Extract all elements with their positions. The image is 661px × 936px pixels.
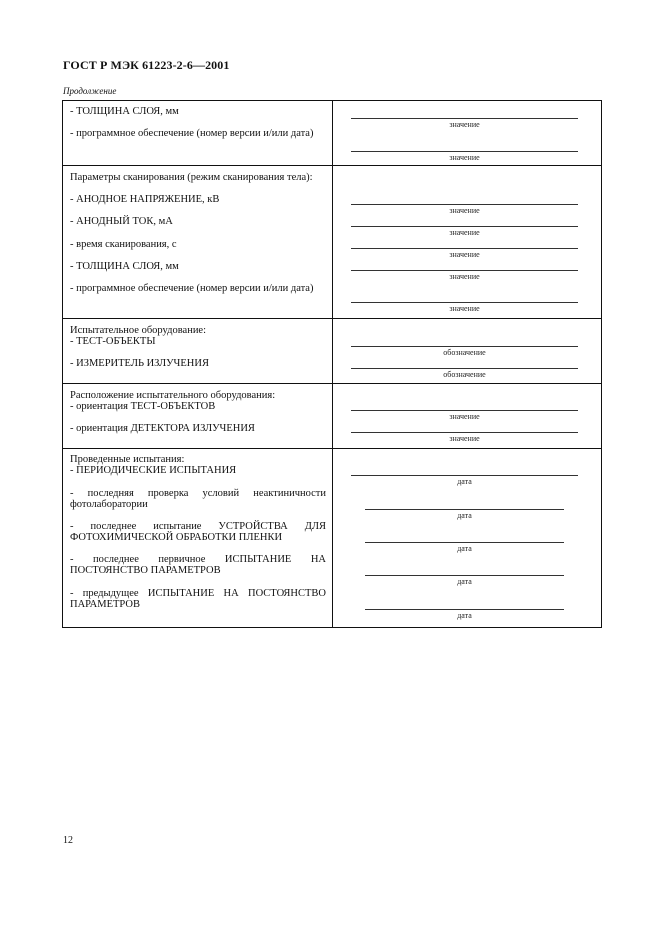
date-field-caption: дата xyxy=(457,544,472,553)
date-field-line[interactable] xyxy=(365,575,564,576)
row-item: - программное обеспечение (номер версии и/или дата) xyxy=(70,128,314,139)
value-field-caption: значение xyxy=(449,206,480,215)
value-field-line[interactable] xyxy=(351,270,578,271)
value-field-caption: обозначение xyxy=(443,348,486,357)
row-item: Проведенные испытания: xyxy=(70,454,185,465)
value-field-line[interactable] xyxy=(351,302,578,303)
row-divider xyxy=(63,165,601,166)
value-field-line[interactable] xyxy=(351,226,578,227)
date-field-caption: дата xyxy=(457,611,472,620)
date-field-line[interactable] xyxy=(351,475,578,476)
value-field-line[interactable] xyxy=(351,410,578,411)
row-item: - время сканирования, с xyxy=(70,239,177,250)
row-item: - АНОДНОЕ НАПРЯЖЕНИЕ, кВ xyxy=(70,194,220,205)
value-field-caption: значение xyxy=(449,153,480,162)
date-field-line[interactable] xyxy=(365,509,564,510)
document-header: ГОСТ Р МЭК 61223-2-6—2001 xyxy=(63,58,230,72)
value-field-line[interactable] xyxy=(351,118,578,119)
value-field-line[interactable] xyxy=(351,151,578,152)
value-field-caption: значение xyxy=(449,412,480,421)
row-item: - программное обеспечение (номер версии и/или дата) xyxy=(70,283,314,294)
row-item: - предыдущее ИСПЫТАНИЕ НА ПОСТОЯНСТВО ПАРАМЕТРОВ xyxy=(70,588,326,610)
value-field-caption: значение xyxy=(449,250,480,259)
date-field-line[interactable] xyxy=(365,609,564,610)
date-field-caption: дата xyxy=(457,477,472,486)
row-item: - последнее первичное ИСПЫТАНИЕ НА ПОСТОЯНСТВО ПАРАМЕТРОВ xyxy=(70,554,326,576)
row-item: Параметры сканирования (режим сканирования тела): xyxy=(70,172,313,183)
continuation-label: Продолжение xyxy=(63,86,117,96)
date-field-caption: дата xyxy=(457,511,472,520)
row-divider xyxy=(63,383,601,384)
row-divider xyxy=(63,448,601,449)
row-item: - ориентация ТЕСТ-ОБЪЕКТОВ xyxy=(70,401,216,412)
row-item: - ПЕРИОДИЧЕСКИЕ ИСПЫТАНИЯ xyxy=(70,465,237,476)
value-field-caption: значение xyxy=(449,304,480,313)
value-field-line[interactable] xyxy=(351,346,578,347)
row-divider xyxy=(63,318,601,319)
value-field-caption: значение xyxy=(449,434,480,443)
value-field-caption: обозначение xyxy=(443,370,486,379)
row-item: - ИЗМЕРИТЕЛЬ ИЗЛУЧЕНИЯ xyxy=(70,358,209,369)
value-field-caption: значение xyxy=(449,228,480,237)
row-item: Расположение испытательного оборудования: xyxy=(70,390,276,401)
date-field-line[interactable] xyxy=(365,542,564,543)
row-item: - ТЕСТ-ОБЪЕКТЫ xyxy=(70,336,156,347)
date-field-caption: дата xyxy=(457,577,472,586)
value-field-line[interactable] xyxy=(351,432,578,433)
row-item: - ориентация ДЕТЕКТОРА ИЗЛУЧЕНИЯ xyxy=(70,423,255,434)
value-field-caption: значение xyxy=(449,272,480,281)
row-item: - последнее испытание УСТРОЙСТВА ДЛЯ ФОТОХИМИЧЕСКОЙ ОБРАБОТКИ ПЛЕНКИ xyxy=(70,521,326,543)
row-item: - АНОДНЫЙ ТОК, мА xyxy=(70,216,173,227)
value-field-caption: значение xyxy=(449,120,480,129)
value-field-line[interactable] xyxy=(351,368,578,369)
row-item: - ТОЛЩИНА СЛОЯ, мм xyxy=(70,261,179,272)
row-item: - ТОЛЩИНА СЛОЯ, мм xyxy=(70,106,179,117)
column-divider xyxy=(332,101,333,627)
value-field-line[interactable] xyxy=(351,248,578,249)
row-item: Испытательное оборудование: xyxy=(70,325,207,336)
row-item: - последняя проверка условий неактиничности фотолаборатории xyxy=(70,488,326,510)
value-field-line[interactable] xyxy=(351,204,578,205)
parameters-table xyxy=(62,100,602,628)
page-number: 12 xyxy=(63,835,73,846)
